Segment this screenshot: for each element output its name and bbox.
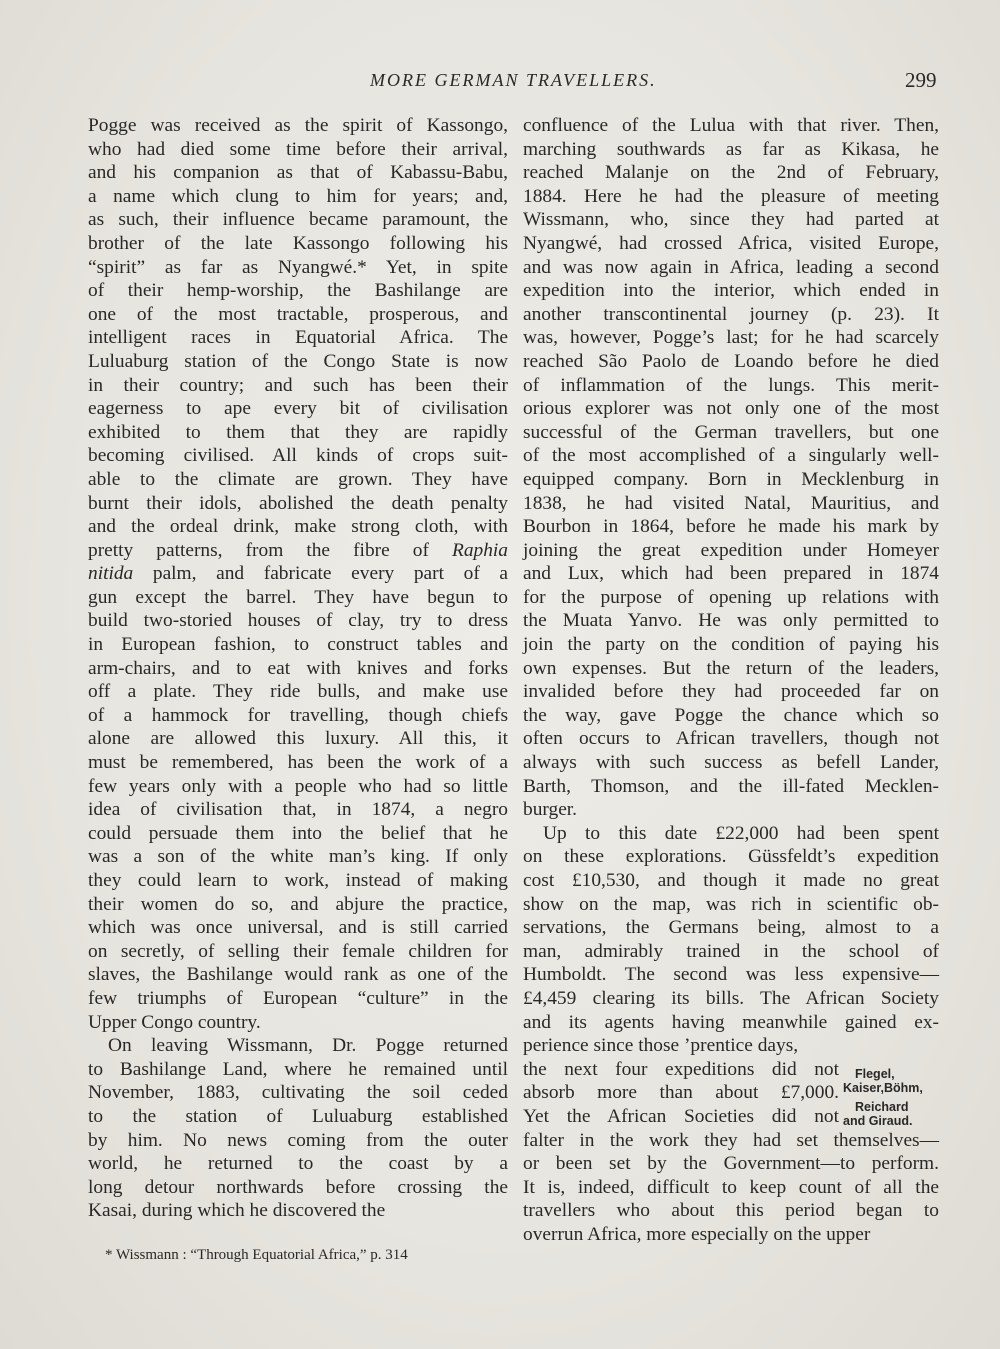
text-line: off a plate. They ride bulls, and make use xyxy=(88,681,508,703)
text-line: Kasai, during which he discovered the xyxy=(88,1200,386,1222)
text-line: another transcontinental journey (p. 23). It xyxy=(523,303,939,325)
text-line: November, 1883, cultivating the soil ceded xyxy=(88,1082,508,1104)
text-line: man, admirably trained in the school of xyxy=(523,940,939,962)
text-line: the way, gave Pogge the chance which so xyxy=(523,704,939,726)
page-number: 299 xyxy=(905,68,937,92)
text-line: servations, the Germans being, almost to a xyxy=(523,917,939,939)
text-line: nitida palm, and fabricate every part of a xyxy=(88,563,508,585)
text-line: successful of the German travellers, but one xyxy=(523,421,939,443)
text-line: 1884. Here he had the pleasure of meeting xyxy=(523,185,939,207)
text-line: of their hemp-worship, the Bashilange are xyxy=(88,280,508,302)
text-line: in their country; and such has been their xyxy=(88,374,508,396)
text-line: their women do so, and abjure the practice, xyxy=(88,893,508,915)
text-line: Bourbon in 1864, before he made his mark by xyxy=(523,516,939,538)
running-title: MORE GERMAN TRAVELLERS. xyxy=(370,70,657,90)
text-line: absorb more than about £7,000. xyxy=(523,1082,839,1104)
text-line: as such, their influence became paramount, the xyxy=(88,209,508,231)
text-line: by him. No news coming from the outer xyxy=(88,1129,508,1151)
text-line: could persuade them into the belief that he xyxy=(88,822,508,844)
text-line: On leaving Wissmann, Dr. Pogge returned xyxy=(108,1035,508,1057)
text-line: on these explorations. Güssfeldt’s expedition xyxy=(523,846,939,868)
text-line: show on the map, was rich in scientific ob- xyxy=(523,893,939,915)
left-column xyxy=(88,114,508,1223)
text-line: reached São Paolo de Loando before he died xyxy=(523,350,939,372)
text-line: which was once universal, and is still carried xyxy=(88,917,508,939)
text-line: always with such success as befell Lander, xyxy=(523,752,939,774)
text-line: own expenses. But the return of the leaders, xyxy=(523,657,939,679)
text-line: orious explorer was not only one of the most xyxy=(523,398,939,420)
text-line: burnt their idols, abolished the death penalty xyxy=(88,492,508,514)
text-line: marching southwards as far as Kikasa, he xyxy=(523,138,939,160)
footnote: * Wissmann : “Through Equatorial Africa,” p. 314 xyxy=(105,1247,408,1263)
text-line: joining the great expedition under Homeyer xyxy=(523,539,939,561)
text-line: Barth, Thomson, and the ill-fated Mecklen- xyxy=(523,775,939,797)
text-line: burger. xyxy=(523,799,578,821)
text-line: Luluaburg station of the Congo State is now xyxy=(88,350,508,372)
margin-note-line: and Giraud. xyxy=(843,1113,913,1128)
text-line: slaves, the Bashilange would rank as one of the xyxy=(88,964,508,986)
text-line: Wissmann, who, since they had parted at xyxy=(523,209,939,231)
text-line: Yet the African Societies did not xyxy=(523,1105,839,1127)
text-line: equipped company. Born in Mecklenburg in xyxy=(523,468,939,490)
text-line: Humboldt. The second was less expensive— xyxy=(523,964,939,986)
margin-note xyxy=(843,1068,923,1128)
text-line: Nyangwé, had crossed Africa, visited Europe, xyxy=(523,232,939,254)
text-line: invalided before they had proceeded far on xyxy=(523,681,939,703)
text-line: Pogge was received as the spirit of Kassongo, xyxy=(88,115,508,136)
text-line: and was now again in Africa, leading a second xyxy=(523,256,939,278)
text-line: overrun Africa, more especially on the upper xyxy=(523,1223,871,1245)
text-line: join the party on the condition of paying his xyxy=(523,634,939,656)
text-line: to Bashilange Land, where he remained until xyxy=(88,1058,508,1080)
margin-note-line: Reichard xyxy=(855,1100,909,1114)
margin-note-line: Flegel, xyxy=(855,1067,895,1081)
text-line: of the most accomplished of a singularly well- xyxy=(523,445,939,467)
text-line: was a son of the white man’s king. If only xyxy=(88,846,508,868)
text-line: becoming civilised. All kinds of crops suit- xyxy=(88,445,508,467)
text-line: confluence of the Lulua with that river. Then, xyxy=(523,115,939,136)
text-line: 1838, he had visited Natal, Mauritius, and xyxy=(523,492,939,514)
text-line: few years only with a people who had so little xyxy=(88,775,508,797)
text-line: of a hammock for travelling, though chiefs xyxy=(88,704,508,726)
text-line: and its agents having meanwhile gained ex- xyxy=(523,1011,939,1033)
text-line: long detour northwards before crossing the xyxy=(88,1176,508,1198)
text-line: travellers who about this period began to xyxy=(523,1200,939,1222)
text-line: in European fashion, to construct tables and xyxy=(88,634,508,656)
text-line: gun except the barrel. They have begun to xyxy=(88,586,508,608)
text-line: often occurs to African travellers, though not xyxy=(523,728,939,750)
text-line: of inflammation of the lungs. This merit- xyxy=(523,374,939,396)
text-line: £4,459 clearing its bills. The African Society xyxy=(523,987,939,1009)
text-line: and his companion as that of Kabassu-Babu, xyxy=(88,162,508,184)
text-line: world, he returned to the coast by a xyxy=(88,1153,508,1175)
running-head xyxy=(0,70,1000,100)
text-line: alone are allowed this luxury. All this, it xyxy=(88,728,508,750)
text-line: must be remembered, has been the work of a xyxy=(88,752,508,774)
text-line: “spirit” as far as Nyangwé.* Yet, in spite xyxy=(88,256,508,278)
text-line: they could learn to work, instead of making xyxy=(88,870,508,891)
text-line: build two-storied houses of clay, try to dress xyxy=(88,610,508,632)
text-line: and the ordeal drink, make strong cloth, with xyxy=(88,516,508,538)
text-line: few triumphs of European “culture” in the xyxy=(88,987,508,1009)
margin-note-line: Kaiser,Böhm, xyxy=(843,1080,923,1095)
text-line: able to the climate are grown. They have xyxy=(88,468,508,490)
text-line: one of the most tractable, prosperous, and xyxy=(88,303,508,325)
text-line: a name which clung to him for years; and, xyxy=(88,185,508,207)
text-line: idea of civilisation that, in 1874, a negro xyxy=(88,799,508,821)
text-line: Upper Congo country. xyxy=(88,1011,261,1033)
text-line: exhibited to them that they are rapidly xyxy=(88,421,508,443)
text-line: on secretly, of selling their female children for xyxy=(88,940,508,962)
text-line: reached Malanje on the 2nd of February, xyxy=(523,162,939,184)
text-line: the Muata Yanvo. He was only permitted to xyxy=(523,610,939,632)
text-line: falter in the work they had set themselves— xyxy=(523,1129,939,1151)
text-line: the next four expeditions did not xyxy=(523,1058,839,1080)
text-line: Up to this date £22,000 had been spent xyxy=(543,822,939,844)
text-line: arm-chairs, and to eat with knives and forks xyxy=(88,657,508,679)
text-line: intelligent races in Equatorial Africa. The xyxy=(88,327,508,349)
text-line: brother of the late Kassongo following his xyxy=(88,232,508,254)
text-line: cost £10,530, and though it made no great xyxy=(523,870,939,891)
text-line: to the station of Luluaburg established xyxy=(88,1105,508,1127)
text-line: and Lux, which had been prepared in 1874 xyxy=(523,563,939,585)
text-line: expedition into the interior, which ended in xyxy=(523,280,939,302)
text-line: perience since those ’prentice days, xyxy=(523,1035,799,1057)
text-line: who had died some time before their arrival, xyxy=(88,138,508,160)
text-line: for the purpose of opening up relations with xyxy=(523,586,939,608)
text-line: eagerness to ape every bit of civilisation xyxy=(88,398,508,420)
text-line: It is, indeed, difficult to keep count of all the xyxy=(523,1176,939,1198)
text-line: pretty patterns, from the fibre of Raphia xyxy=(88,539,508,561)
text-line: was, however, Pogge’s last; for he had scarcely xyxy=(523,327,939,349)
text-line: or been set by the Government—to perform. xyxy=(523,1153,939,1175)
